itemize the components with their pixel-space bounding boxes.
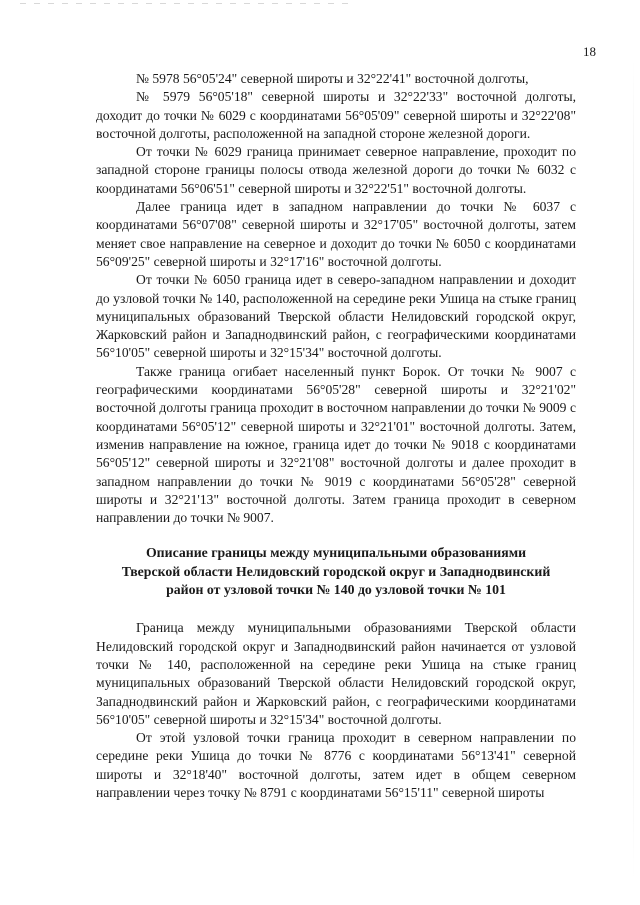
paragraph: № 5978 56°05'24" северной широты и 32°22'41" восточной долготы,: [136, 71, 529, 86]
scan-artifact: [20, 3, 350, 4]
document-body: [96, 70, 576, 802]
paragraph: От точки № 6050 граница идет в северо-западном направлении и доходит до узловой точки № 140, расположенной на середине реки Ушица на стыке границ муниципальных образований Тверской области Нелидовский городской округ, Жарковский район и Западнодвинский район, с географическими координатами 56°10'05" северной широты и 32°15'34" восточной долготы.: [96, 272, 576, 361]
paragraph: От этой узловой точки граница проходит в северном направлении по середине реки Ушица до точки № 8776 с координатами 56°13'41" северной широты и 32°18'40" восточной долготы, затем идет в общем северном направлении через точку № 8791 с координатами 56°15'11" северной широты: [96, 730, 576, 800]
paragraph: Далее граница идет в западном направлении до точки № 6037 с координатами 56°07'08" северной широты и 32°17'05" восточной долготы, затем меняет свое направление на северное и доходит до точки № 6050 с координатами 56°09'25" северной широты и 32°17'16" восточной долготы.: [96, 199, 576, 269]
heading-line: Тверской области Нелидовский городской округ и Западнодвинский: [121, 563, 551, 579]
section-heading: [96, 544, 576, 599]
heading-line: Описание границы между муниципальными образованиями: [145, 545, 527, 561]
page-number: 18: [583, 44, 596, 59]
paragraph: Граница между муниципальными образованиями Тверской области Нелидовский городской округ и Западнодвинский район начинается от узловой точки № 140, расположенной на середине реки Ушица на стыке границ муниципальных образований Тверской области Нелидовский городской округ, Западнодвинский район и Жарковский район, с географическими координатами 56°10'05" северной широты и 32°15'34" восточной долготы.: [96, 620, 576, 727]
scan-edge: [633, 60, 634, 880]
heading-line: район от узловой точки № 140 до узловой точки № 101: [166, 582, 506, 598]
paragraph: Также граница огибает населенный пункт Борок. От точки № 9007 с географическими координатами 56°05'28" северной широты и 32°21'02" восточной долготы граница проходит в восточном направлении до точки № 9009 с координатами 56°05'12" северной широты и 32°21'01" восточной долготы. Затем, изменив направление на южное, граница идет до точки № 9018 с координатами 56°05'12" северной широты и 32°21'08" восточной долготы и далее проходит в западном направлении до точки № 9019 с координатами 56°05'28" северной широты и 32°21'13" восточной долготы. Затем граница проходит в северном направлении до точки № 9007.: [96, 363, 576, 526]
paragraph: № 5979 56°05'18" северной широты и 32°22'33" восточной долготы, доходит до точки № 6029 с координатами 56°05'09" северной широты и 32°22'08" восточной долготы, расположенной на западной стороне железной дороги.: [96, 89, 576, 141]
paragraph: От точки № 6029 граница принимает северное направление, проходит по западной стороне границы полосы отвода железной дороги до точки № 6032 с координатами 56°06'51" северной широты и 32°22'51" восточной долготы.: [96, 144, 576, 196]
